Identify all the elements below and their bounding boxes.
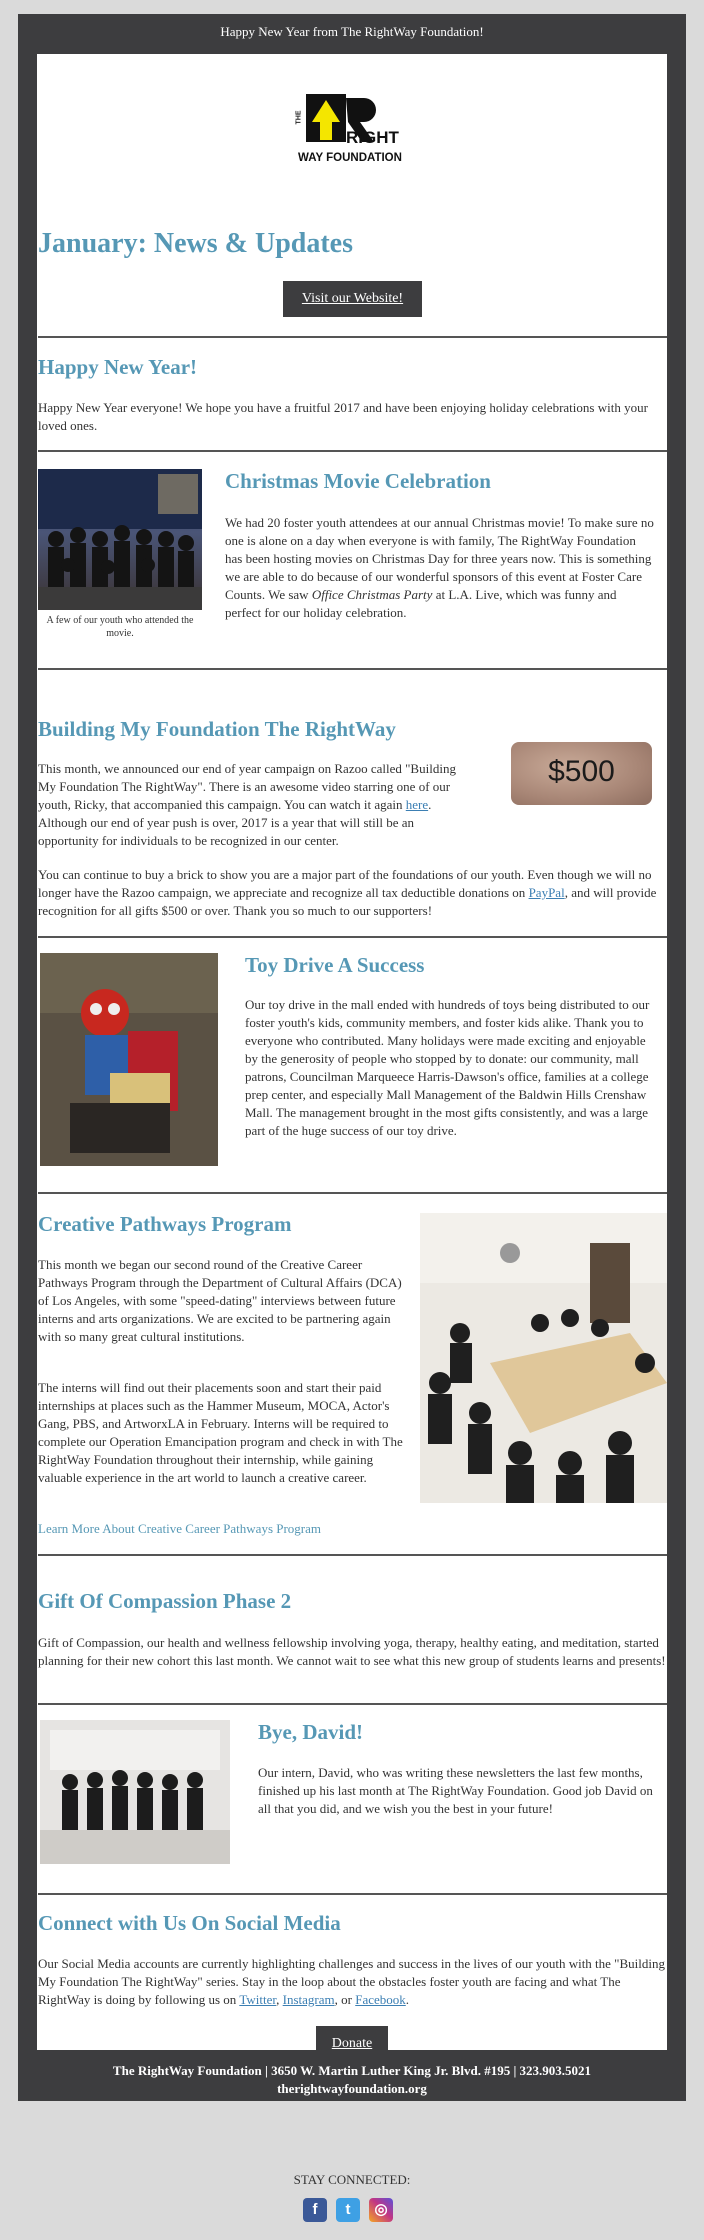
- video-here-link[interactable]: here: [405, 797, 429, 812]
- pathways-text-1: This month we began our second round of the Creative Career Pathways Program through the Department of Cultural Affairs (DCA) of Los Angeles, with some "speed-dating" interviews between future interns and arts organizations. We are excited to be partnering again with so many great cultural institutions.: [38, 1257, 402, 1344]
- compassion-heading: Gift Of Compassion Phase 2: [38, 1589, 292, 1613]
- social-text-a: Our Social Media accounts are currently highlighting challenges and success in the lives of our youth with the "Building My Foundation The RightWay" series. Stay in the loop about the obstacles foster youth are facing and what The RightWay is doing by following us on: [38, 1956, 665, 2007]
- social-end: .: [405, 1992, 410, 2007]
- divider: [38, 668, 667, 670]
- stay-connected-label: STAY CONNECTED:: [293, 2172, 411, 2187]
- christmas-photo: [38, 469, 202, 610]
- footer-address: The RightWay Foundation | 3650 W. Martin Luther King Jr. Blvd. #195 | 323.903.5021: [112, 2063, 592, 2078]
- social-sep-2: , or: [334, 1992, 356, 2007]
- divider: [38, 1192, 667, 1194]
- visit-website-button[interactable]: Visit our Website!: [283, 281, 422, 317]
- david-heading: Bye, David!: [258, 1720, 363, 1744]
- foundation-p2-a: You can continue to buy a brick to show you are a major part of the foundations of our youth. Even though we will no longer have the Razoo campaign, we appreciate and recognize all tax deductible donations on: [38, 867, 652, 900]
- christmas-text: [225, 514, 655, 622]
- instagram-link[interactable]: Instagram: [282, 1992, 335, 2007]
- foundation-text-1: [38, 760, 473, 850]
- pathways-heading: Creative Pathways Program: [38, 1212, 292, 1236]
- divider: [38, 1554, 667, 1556]
- footer-website: therightwayfoundation.org: [277, 2081, 427, 2096]
- toy-drive-heading: Toy Drive A Success: [245, 953, 425, 977]
- logo[interactable]: [296, 92, 416, 172]
- divider: [38, 936, 667, 938]
- new-year-text: Happy New Year everyone! We hope you have a fruitful 2017 and have been enjoying holiday celebrations with your loved ones.: [38, 400, 648, 433]
- foundation-p1-b: . Although our end of year push is over, 2017 is a year that will still be an opportunity for individuals to be recognized in our center.: [38, 797, 432, 848]
- paypal-link[interactable]: PayPal: [528, 885, 565, 900]
- logo-wayfoundation: WAY FOUNDATION: [298, 152, 402, 164]
- divider: [38, 450, 667, 452]
- pathways-learn-more-link[interactable]: Learn More About Creative Career Pathways Program: [38, 1521, 322, 1536]
- social-sep-1: ,: [276, 1992, 283, 2007]
- twitter-icon[interactable]: t: [336, 2198, 360, 2222]
- foundation-p1-a: This month, we announced our end of year campaign on Razoo called "Building My Foundation The RightWay". There is an awesome video starring one of our youth, Ricky, that accompanied this campaign. You can watch it again: [38, 761, 456, 812]
- page-title: January: News & Updates: [38, 228, 353, 259]
- divider: [38, 336, 667, 338]
- foundation-p2-b: , and will provide recognition for all gifts $500 or over. Thank you so much to our supporters!: [38, 885, 657, 918]
- toy-drive-photo: [40, 953, 218, 1166]
- twitter-link[interactable]: Twitter: [239, 1992, 277, 2007]
- pathways-photo: [420, 1213, 667, 1503]
- christmas-heading: Christmas Movie Celebration: [225, 469, 491, 493]
- social-text: [38, 1955, 666, 2009]
- social-heading: Connect with Us On Social Media: [38, 1911, 341, 1935]
- foundation-heading: Building My Foundation The RightWay: [38, 717, 396, 741]
- compassion-text: Gift of Compassion, our health and wellness fellowship involving yoga, therapy, healthy eating, and meditation, started planning for their new cohort this last month. We cannot wait to see what this new group of students learns and presents!: [38, 1635, 666, 1668]
- david-photo: [40, 1720, 230, 1864]
- pathways-text-2: The interns will find out their placements soon and start their paid internships at places such as the Hammer Museum, MOCA, Actor's Gang, PBS, and ArtworxLA in February. Interns will be required to complete our Operation Emancipation program and check in with The RightWay Foundation throughout their internship, while gaining valuable experience in the art world to launch a creative career.: [38, 1380, 403, 1485]
- christmas-text-b: at L.A. Live, which was funny and perfect for our holiday celebration.: [225, 587, 617, 620]
- divider: [38, 1893, 667, 1895]
- brick-image: [511, 742, 652, 805]
- christmas-text-a: We had 20 foster youth attendees at our annual Christmas movie! To make sure no one is alone on a day when everyone is with family, The RightWay Foundation has been hosting movies on Christmas Day for three years now. This is something we are able to do because of our wonderful sponsors of this event at Foster Care Counts. We saw: [225, 515, 654, 602]
- david-text: Our intern, David, who was writing these newsletters the last few months, finished up his last month at The RightWay Foundation. Good job David on all that you did, and we wish you the best in your future!: [258, 1765, 653, 1816]
- christmas-movie-title: Office Christmas Party: [311, 587, 433, 602]
- new-year-heading: Happy New Year!: [38, 355, 198, 379]
- header-banner: Happy New Year from The RightWay Foundation!: [220, 24, 484, 39]
- logo-the: THE: [295, 110, 303, 125]
- logo-right: RIGHT: [346, 128, 399, 147]
- instagram-icon[interactable]: ◎: [369, 2198, 393, 2222]
- brick-label: $500: [548, 755, 615, 788]
- christmas-caption: A few of our youth who attended the movie.: [46, 615, 194, 639]
- donate-button[interactable]: Donate: [316, 2026, 388, 2062]
- divider: [38, 1703, 667, 1705]
- facebook-icon[interactable]: f: [303, 2198, 327, 2222]
- facebook-link[interactable]: Facebook: [355, 1992, 406, 2007]
- foundation-text-2: [38, 866, 666, 920]
- toy-drive-text: Our toy drive in the mall ended with hundreds of toys being distributed to our foster youth's kids, community members, and foster kids alike. Thank you to everyone who contributed. Many holidays were made exciting and enjoyable by the generosity of people who stopped by to donate: our community, mall patrons, Councilman Marqueece Harris-Dawson's office, families at a college prep center, and especially Mall Management of the Baldwin Hills Crenshaw Mall. The management brought in the most gifts consistently, and was a large part of the huge success of our toy drive.: [245, 997, 650, 1138]
